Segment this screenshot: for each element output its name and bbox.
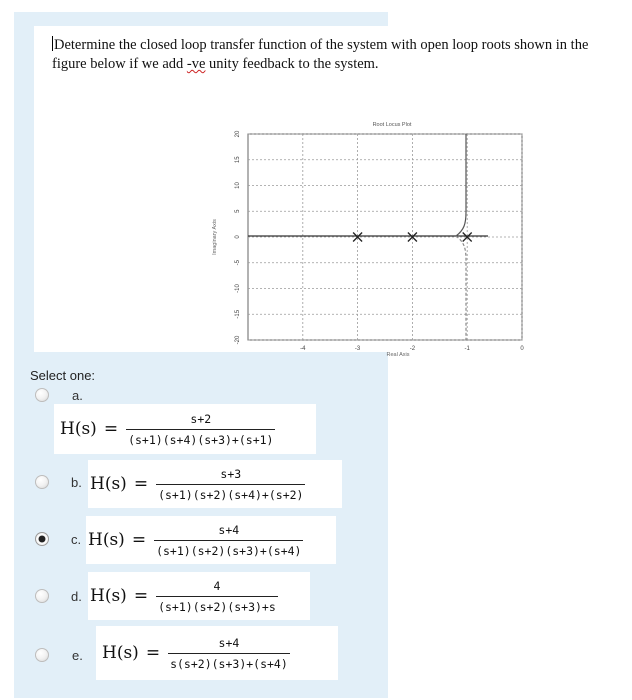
option-e-fraction xyxy=(168,636,290,671)
option-b-formula[interactable] xyxy=(88,460,342,508)
option-b-radio[interactable] xyxy=(35,475,49,489)
option-b-fraction xyxy=(156,467,305,502)
option-c-lhs: H(s) xyxy=(88,530,125,550)
option-d-lhs: H(s) xyxy=(90,586,127,606)
y-tick-label: 10 xyxy=(235,182,241,189)
y-tick-label: 5 xyxy=(235,209,241,213)
option-d-radio[interactable] xyxy=(35,589,49,603)
option-d-fraction xyxy=(156,579,278,614)
option-a-fraction xyxy=(126,412,275,447)
option-a-denominator: (s+1)(s+4)(s+3)+(s+1) xyxy=(126,429,275,447)
option-e-formula[interactable] xyxy=(96,626,338,680)
option-e-letter: e. xyxy=(72,648,83,663)
option-e-radio[interactable] xyxy=(35,648,49,662)
x-tick-label: -2 xyxy=(409,346,416,352)
option-d-denominator: (s+1)(s+2)(s+3)+s xyxy=(156,596,278,614)
option-d-formula[interactable] xyxy=(88,572,310,620)
root-locus-plot xyxy=(206,114,536,359)
option-a-letter: a. xyxy=(72,388,83,403)
option-a-equals: = xyxy=(103,419,119,439)
x-tick-label: 0 xyxy=(520,346,524,352)
option-e-denominator: s(s+2)(s+3)+(s+4) xyxy=(168,653,290,671)
text-cursor xyxy=(52,36,53,51)
y-tick-label: 15 xyxy=(235,156,241,164)
y-tick-label: 20 xyxy=(235,130,241,138)
x-tick-label: -4 xyxy=(300,346,306,352)
select-one-label: Select one: xyxy=(30,368,96,383)
y-tick-label: -5 xyxy=(235,260,241,266)
option-b-numerator: s+3 xyxy=(220,466,242,481)
x-tick-label: -1 xyxy=(464,346,470,352)
option-a-radio[interactable] xyxy=(35,388,49,402)
option-b-letter: b. xyxy=(71,475,82,490)
y-tick-label: -15 xyxy=(235,309,241,319)
option-b-lhs: H(s) xyxy=(90,474,127,494)
option-c-fraction xyxy=(154,523,303,558)
y-tick-label: -20 xyxy=(235,335,241,345)
question-ve-word: -ve xyxy=(186,56,206,72)
option-c-equals: = xyxy=(131,530,147,550)
chart-title: Root Locus Plot xyxy=(372,122,412,128)
option-b-equals: = xyxy=(133,474,149,494)
option-d-letter: d. xyxy=(71,589,82,604)
question-text-box xyxy=(34,26,632,358)
option-c-formula[interactable] xyxy=(86,516,336,564)
option-d-equals: = xyxy=(133,586,149,606)
option-c-denominator: (s+1)(s+2)(s+3)+(s+4) xyxy=(154,540,303,558)
option-c-radio[interactable] xyxy=(35,532,49,546)
x-tick-label: -3 xyxy=(354,346,361,352)
y-tick-label: 0 xyxy=(235,235,241,239)
option-c-numerator: s+4 xyxy=(218,522,240,537)
question-line-1: Determine the closed loop transfer function of the system with open loop roots shown in the xyxy=(54,37,589,53)
question-line-2-start: figure below if we add xyxy=(52,56,187,72)
option-e-lhs: H(s) xyxy=(102,643,139,663)
option-d-numerator: 4 xyxy=(213,578,221,593)
option-e-equals: = xyxy=(145,643,161,663)
y-tick-label: -10 xyxy=(235,284,241,293)
x-axis-label: Real Axis xyxy=(386,352,410,358)
option-e-numerator: s+4 xyxy=(218,635,240,650)
option-b-denominator: (s+1)(s+2)(s+4)+(s+2) xyxy=(156,484,305,502)
option-a-lhs: H(s) xyxy=(60,419,97,439)
question-line-2-end: unity feedback to the system. xyxy=(205,56,379,72)
option-a-formula[interactable] xyxy=(54,404,316,454)
y-axis-label: Imaginary Axis xyxy=(212,219,218,255)
option-c-letter: c. xyxy=(71,532,82,547)
question-text xyxy=(52,36,632,74)
option-a-numerator: s+2 xyxy=(190,411,212,426)
